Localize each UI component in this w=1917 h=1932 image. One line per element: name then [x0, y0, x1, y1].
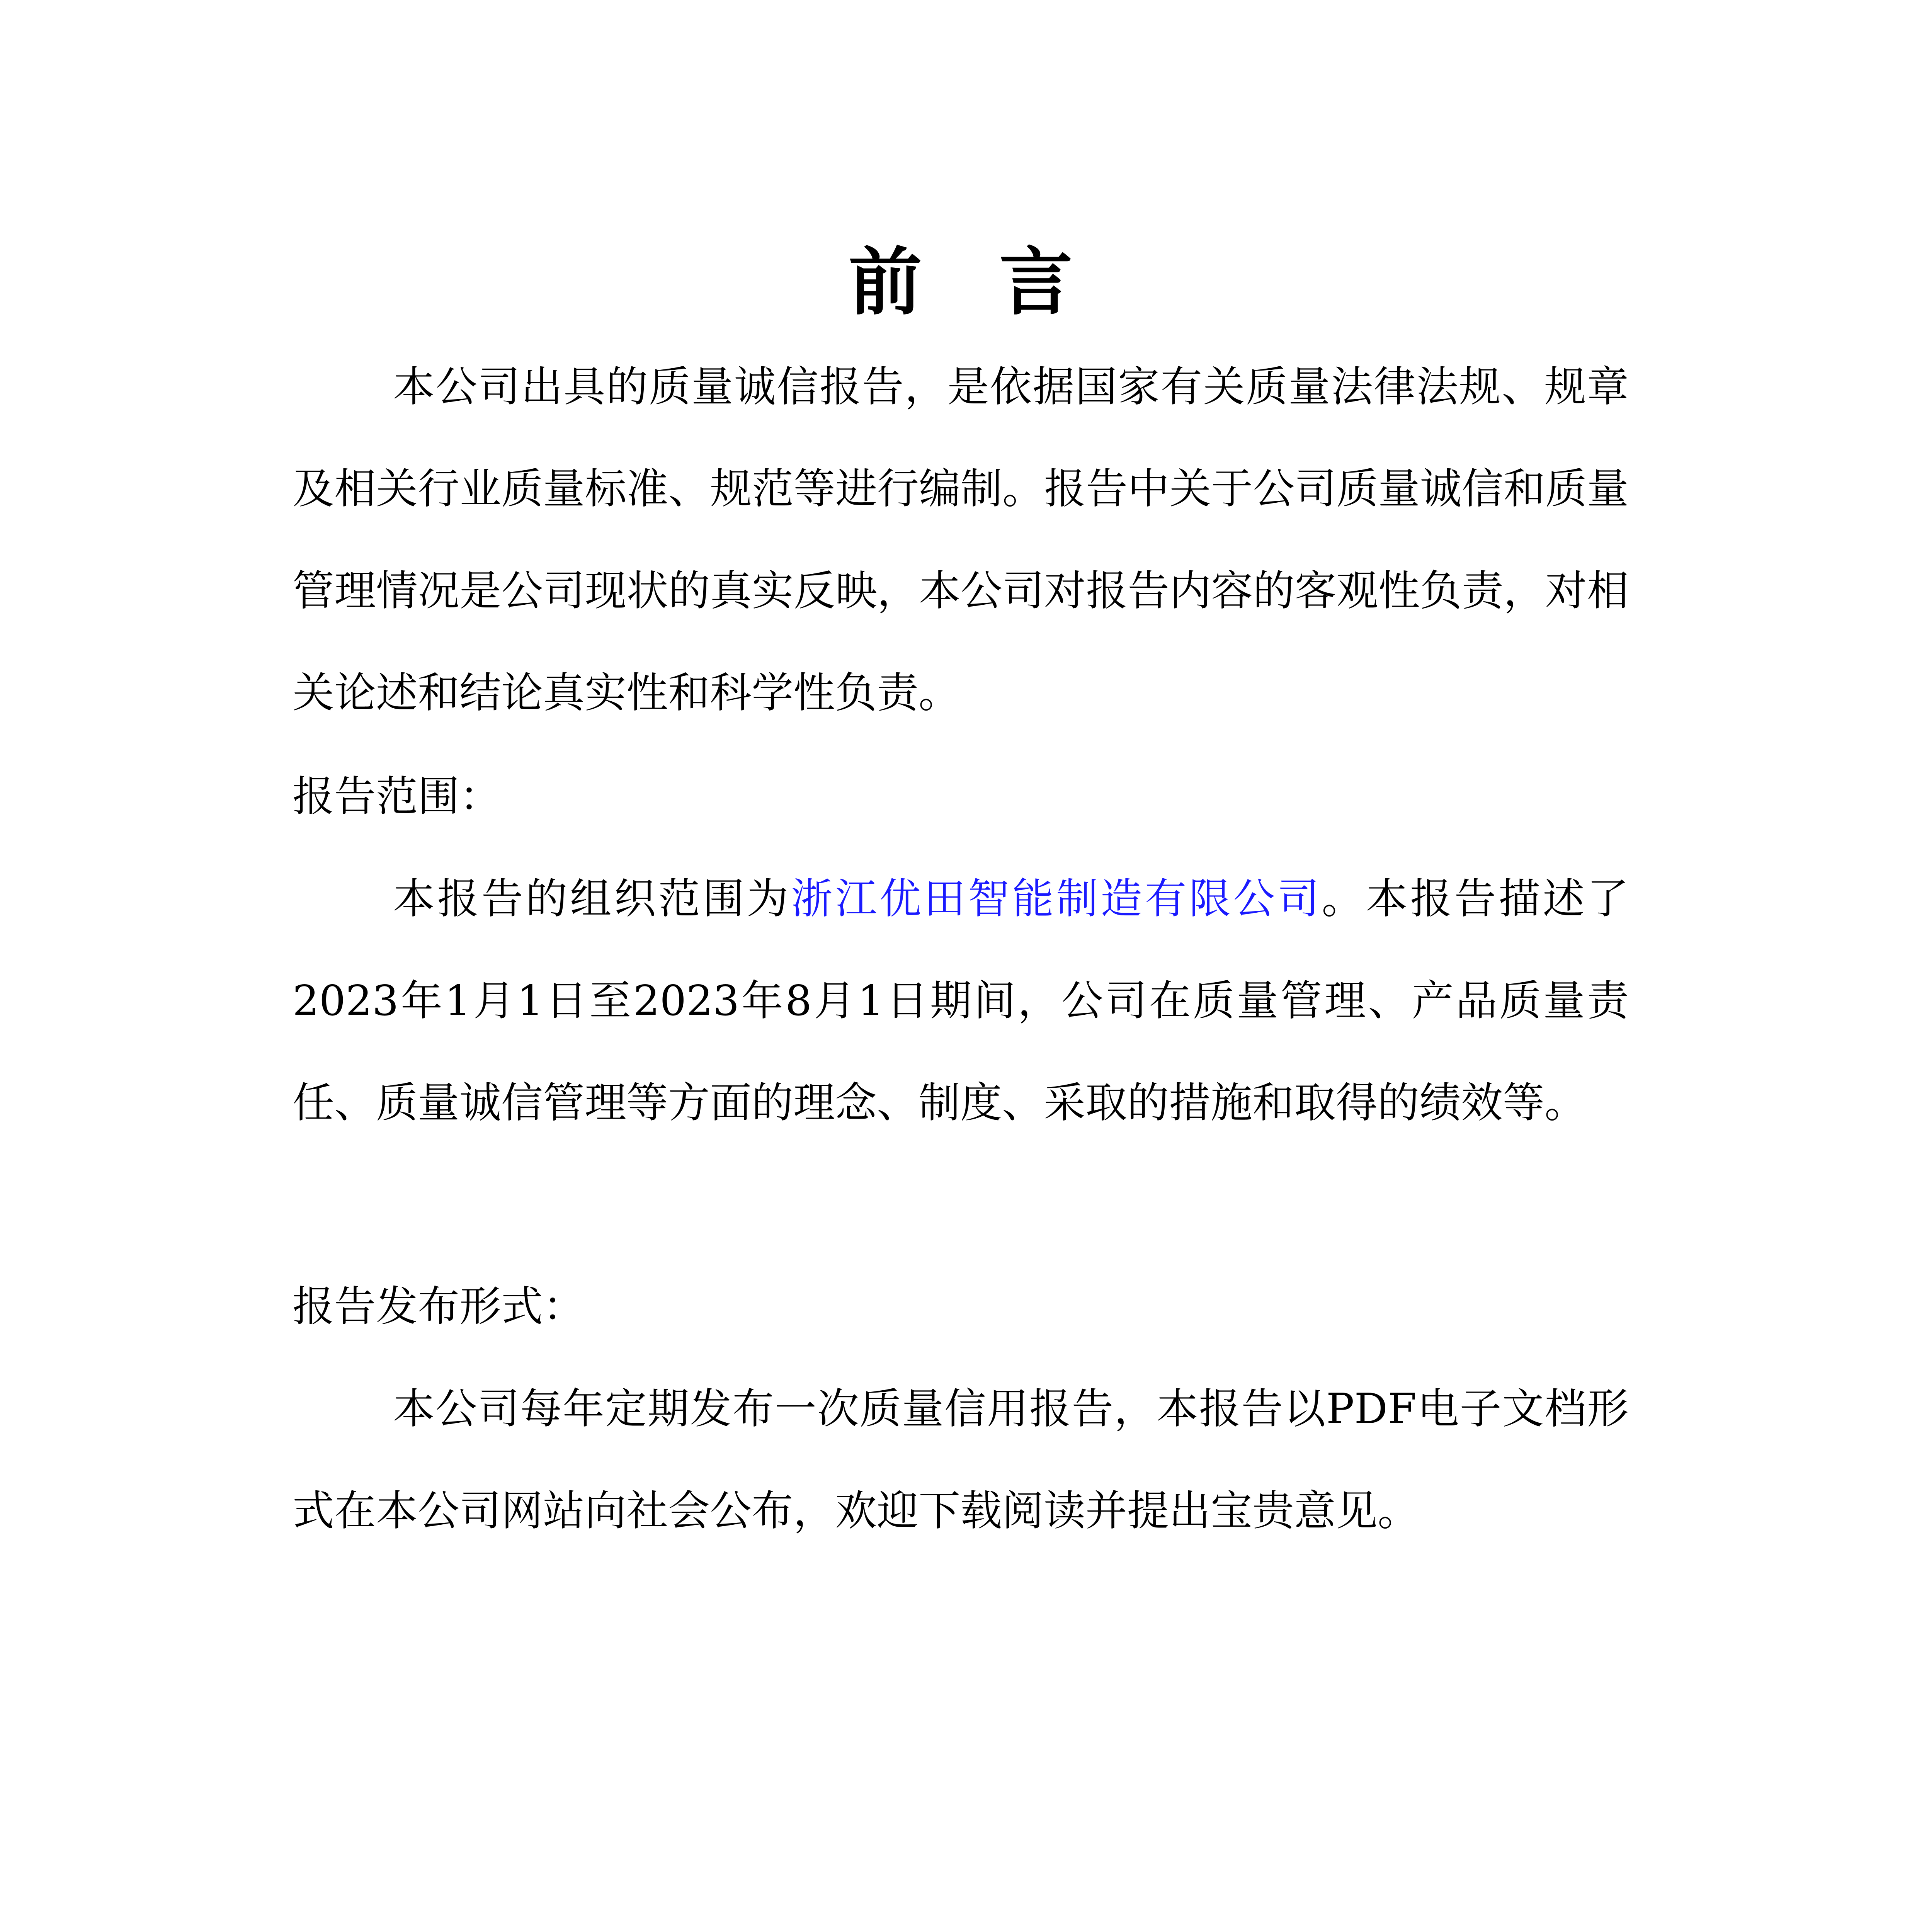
- scope-text-after: 。本报告描述了2023年1月1日至2023年8月1日期间，公司在质量管理、产品质量责任、质量诚信管理等方面的理念、制度、采取的措施和取得的绩效等。: [293, 875, 1629, 1127]
- scope-paragraph: [293, 848, 1629, 1154]
- format-heading: 报告发布形式：: [293, 1282, 585, 1331]
- scope-text-before: 本报告的组织范围为: [393, 875, 791, 923]
- format-paragraph: 本公司每年定期发布一次质量信用报告，本报告以PDF电子文档形式在本公司网站向社会公布，欢迎下载阅读并提出宝贵意见。: [293, 1385, 1629, 1535]
- page-title: [293, 232, 1629, 332]
- company-name: 浙江优田智能制造有限公司: [791, 875, 1322, 923]
- scope-heading: 报告范围：: [293, 772, 502, 821]
- intro-paragraph: 本公司出具的质量诚信报告，是依据国家有关质量法律法规、规章及相关行业质量标准、规范等进行编制。报告中关于公司质量诚信和质量管理情况是公司现状的真实反映，本公司对报告内容的客观性负责，对相关论述和结论真实性和科学性负责。: [293, 363, 1629, 717]
- title-part-2: 言: [999, 239, 1073, 325]
- title-part-1: 前: [848, 239, 922, 325]
